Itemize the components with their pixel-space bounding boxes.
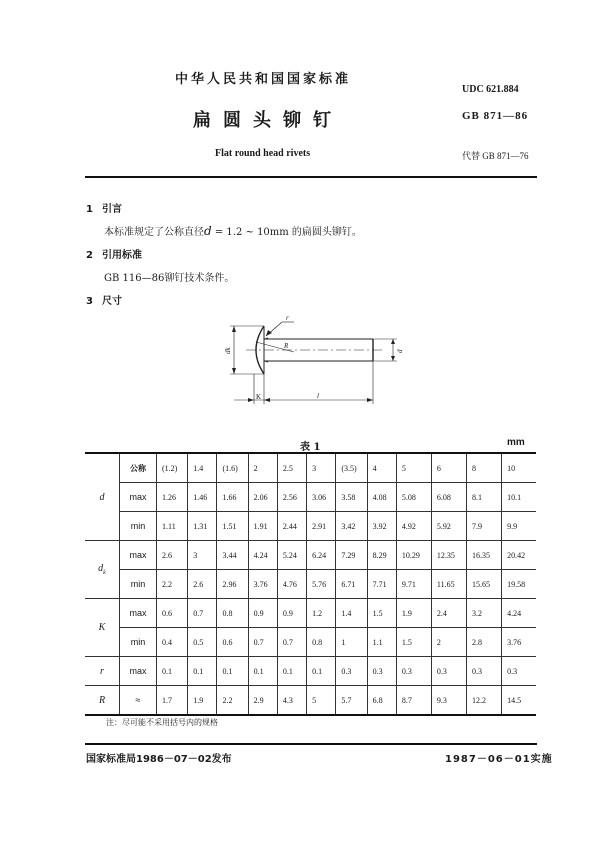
section-number: 2	[86, 250, 93, 261]
label-K: K	[256, 393, 262, 401]
cell: 15.65	[467, 570, 502, 599]
row-sub: max	[120, 599, 157, 628]
cell: 2.91	[307, 512, 336, 541]
label-R: R	[284, 342, 289, 350]
cell: 1.7	[157, 686, 188, 716]
cell: 1	[336, 628, 367, 657]
cell: 10	[502, 453, 536, 483]
table-row	[85, 657, 536, 686]
cell: 11.65	[431, 570, 466, 599]
table-row	[85, 453, 536, 483]
cell: 0.8	[217, 599, 248, 628]
row-sub: max	[120, 541, 157, 570]
table-row	[85, 512, 536, 541]
cell: 0.1	[188, 657, 217, 686]
table-row	[85, 686, 536, 716]
cell: 2	[248, 453, 277, 483]
cell: 1.66	[217, 483, 248, 512]
body-text: = 1.2 ~ 10mm 的扁圆头铆钉。	[211, 227, 362, 238]
nominal-label: 公称	[120, 453, 157, 483]
cell: (3.5)	[336, 453, 367, 483]
cell: 5.7	[336, 686, 367, 716]
cell: 0.1	[217, 657, 248, 686]
cell: 2.9	[248, 686, 277, 716]
replaces-standard: 代替 GB 871—76	[462, 151, 529, 161]
row-sub: min	[120, 570, 157, 599]
issuing-organization: 中华人民共和国国家标准	[175, 72, 352, 87]
table-row	[85, 628, 536, 657]
section-3-heading	[86, 292, 122, 307]
row-sub: ≈	[120, 686, 157, 716]
param-dk: $d_k$	[85, 541, 120, 599]
cell: 0.3	[431, 657, 466, 686]
section-2-heading	[86, 246, 142, 261]
cell: 0.1	[248, 657, 277, 686]
cell: 1.91	[248, 512, 277, 541]
label-r: r	[286, 314, 289, 322]
section-1-body	[104, 223, 362, 238]
cell: 2.2	[157, 570, 188, 599]
cell: 4.24	[248, 541, 277, 570]
cell: 0.1	[277, 657, 306, 686]
cell: 4.08	[367, 483, 396, 512]
row-sub: max	[120, 657, 157, 686]
dimensions-table	[85, 452, 536, 716]
cell: 1.1	[367, 628, 396, 657]
cell: 4	[367, 453, 396, 483]
cell: 1.4	[336, 599, 367, 628]
cell: 0.1	[307, 657, 336, 686]
cell: 3.06	[307, 483, 336, 512]
cell: 6	[431, 453, 466, 483]
cell: 1.5	[396, 628, 431, 657]
param-d: d	[85, 453, 120, 541]
header-divider	[85, 176, 537, 178]
section-number: 3	[86, 296, 93, 307]
cell: 7.29	[336, 541, 367, 570]
cell: 2.06	[248, 483, 277, 512]
cell: 0.3	[502, 657, 536, 686]
section-number: 1	[86, 204, 93, 215]
cell: 0.9	[277, 599, 306, 628]
cell: 3.76	[248, 570, 277, 599]
cell: 2.96	[217, 570, 248, 599]
cell: 19.58	[502, 570, 536, 599]
cell: 9.3	[431, 686, 466, 716]
cell: 8.7	[396, 686, 431, 716]
cell: 5.92	[431, 512, 466, 541]
cell: 2.56	[277, 483, 306, 512]
cell: 0.4	[157, 628, 188, 657]
cell: 8.29	[367, 541, 396, 570]
cell: 6.71	[336, 570, 367, 599]
cell: 1.2	[307, 599, 336, 628]
cell: 2.6	[157, 541, 188, 570]
cell: 1.9	[396, 599, 431, 628]
section-title: 尺寸	[102, 296, 122, 307]
cell: 16.35	[467, 541, 502, 570]
cell: 10.29	[396, 541, 431, 570]
cell: 3.42	[336, 512, 367, 541]
row-sub: max	[120, 483, 157, 512]
table-row	[85, 570, 536, 599]
cell: 0.5	[188, 628, 217, 657]
cell: 2.44	[277, 512, 306, 541]
cell: 6.24	[307, 541, 336, 570]
cell: 1.11	[157, 512, 188, 541]
document-title-english: Flat round head rivets	[215, 148, 311, 159]
cell: 7.71	[367, 570, 396, 599]
cell: 1.46	[188, 483, 217, 512]
table-row	[85, 541, 536, 570]
body-text: 本标准规定了公称直径	[104, 227, 204, 238]
cell: 2.5	[277, 453, 306, 483]
cell: 0.3	[467, 657, 502, 686]
cell: 1.4	[188, 453, 217, 483]
cell: 4.76	[277, 570, 306, 599]
row-sub: min	[120, 628, 157, 657]
cell: 0.6	[157, 599, 188, 628]
cell: 7.9	[467, 512, 502, 541]
cell: 5.76	[307, 570, 336, 599]
cell: 0.8	[307, 628, 336, 657]
table-row	[85, 599, 536, 628]
cell: 3.44	[217, 541, 248, 570]
cell: 2.4	[431, 599, 466, 628]
label-dk: dk	[224, 347, 232, 354]
cell: 0.6	[217, 628, 248, 657]
cell: 2.6	[188, 570, 217, 599]
cell: 10.1	[502, 483, 536, 512]
cell: 2.8	[467, 628, 502, 657]
cell: 1.31	[188, 512, 217, 541]
cell: 12.2	[467, 686, 502, 716]
cell: 3	[188, 541, 217, 570]
cell: 3	[307, 453, 336, 483]
cell: 4.92	[396, 512, 431, 541]
cell: 0.1	[157, 657, 188, 686]
section-2-body: GB 116—86铆钉技术条件。	[104, 273, 235, 284]
footer-divider	[85, 743, 537, 745]
row-sub: min	[120, 512, 157, 541]
cell: 0.7	[248, 628, 277, 657]
cell: 1.26	[157, 483, 188, 512]
label-l: l	[317, 392, 319, 400]
table-row	[85, 483, 536, 512]
cell: 5	[396, 453, 431, 483]
cell: 2	[431, 628, 466, 657]
effective-date: 1987－06－01实施	[445, 754, 553, 765]
cell: (1.2)	[157, 453, 188, 483]
cell: 3.58	[336, 483, 367, 512]
param-R: R	[85, 686, 120, 716]
cell: 2.2	[217, 686, 248, 716]
cell: 0.7	[277, 628, 306, 657]
issue-date: 国家标准局1986－07－02发布	[86, 754, 232, 765]
udc-code: UDC 621.884	[462, 84, 519, 95]
section-title: 引用标准	[102, 250, 142, 261]
cell: (1.6)	[217, 453, 248, 483]
standard-number: GB 871—86	[462, 110, 529, 122]
cell: 5	[307, 686, 336, 716]
cell: 4.3	[277, 686, 306, 716]
section-1-heading	[86, 200, 122, 215]
cell: 3.92	[367, 512, 396, 541]
cell: 12.35	[431, 541, 466, 570]
rivet-dimension-drawing	[222, 312, 422, 412]
cell: 0.3	[367, 657, 396, 686]
cell: 9.71	[396, 570, 431, 599]
table-note: 注：尽可能不采用括号内的规格	[106, 718, 218, 727]
cell: 20.42	[502, 541, 536, 570]
cell: 0.9	[248, 599, 277, 628]
cell: 3.2	[467, 599, 502, 628]
cell: 6.8	[367, 686, 396, 716]
cell: 0.7	[188, 599, 217, 628]
table-unit: mm	[507, 437, 525, 448]
cell: 14.5	[502, 686, 536, 716]
cell: 9.9	[502, 512, 536, 541]
cell: 5.24	[277, 541, 306, 570]
cell: 1.51	[217, 512, 248, 541]
cell: 4.24	[502, 599, 536, 628]
cell: 8.1	[467, 483, 502, 512]
param-r: r	[85, 657, 120, 686]
cell: 8	[467, 453, 502, 483]
param-K: K	[85, 599, 120, 657]
document-title: 扁圆头铆钉	[193, 110, 343, 131]
cell: 6.08	[431, 483, 466, 512]
table-caption: 表 1	[300, 442, 321, 453]
cell: 1.5	[367, 599, 396, 628]
label-d: d	[396, 349, 404, 353]
cell: 5.08	[396, 483, 431, 512]
cell: 0.3	[396, 657, 431, 686]
cell: 0.3	[336, 657, 367, 686]
cell: 3.76	[502, 628, 536, 657]
section-title: 引言	[102, 204, 122, 215]
variable-d: d	[204, 224, 212, 238]
cell: 1.9	[188, 686, 217, 716]
